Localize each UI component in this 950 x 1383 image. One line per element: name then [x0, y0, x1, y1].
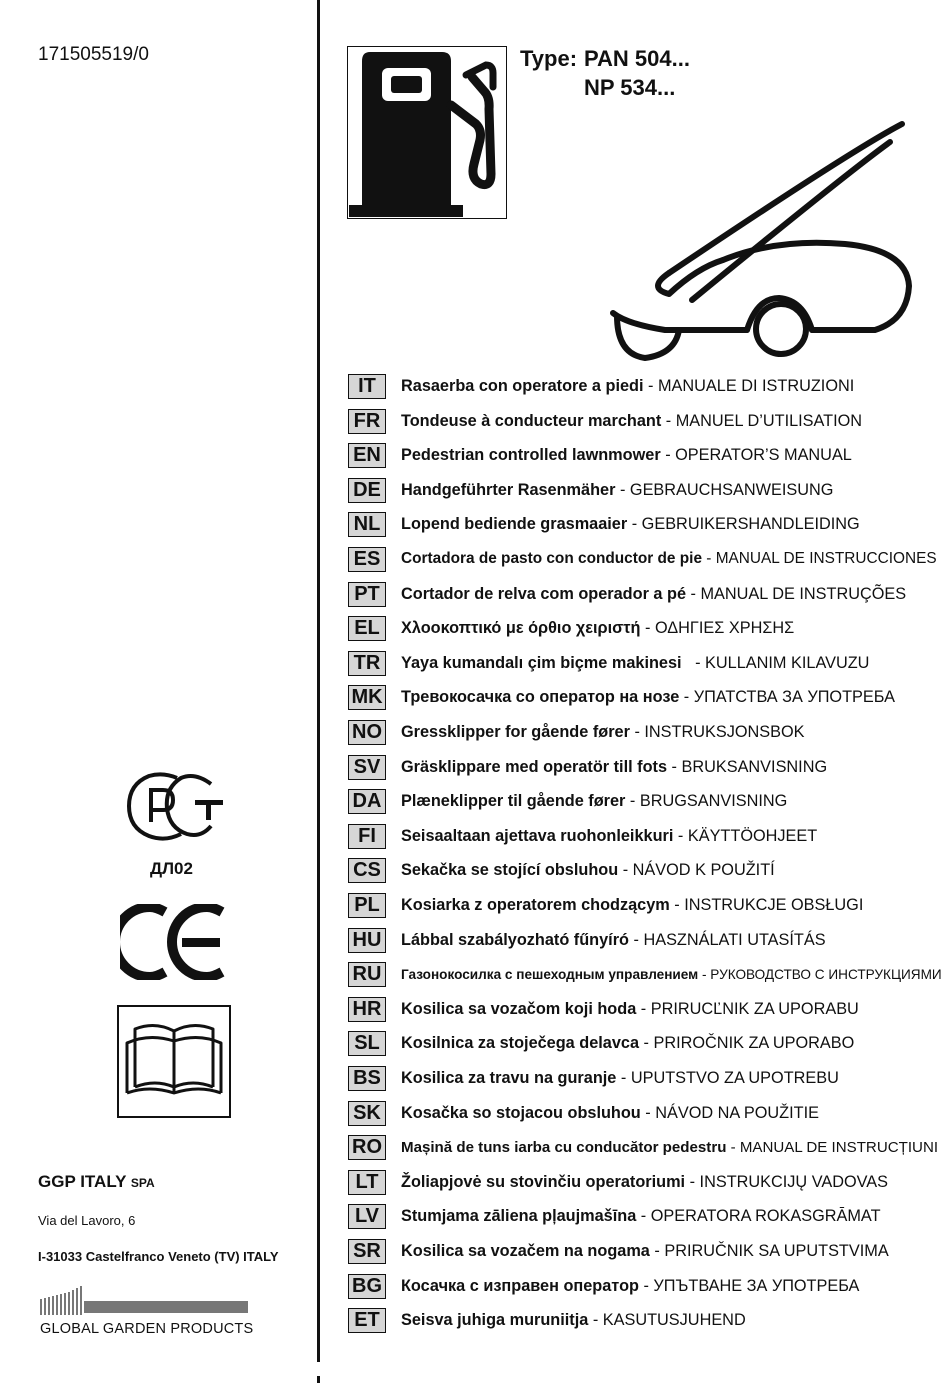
manual-title: - BRUKSANVISNING [667, 757, 828, 776]
language-code: DE [348, 478, 386, 503]
product-name: Cortadora de pasto con conductor de pie [401, 550, 703, 567]
language-description [401, 758, 827, 777]
language-description [401, 377, 854, 396]
manual-title: - INSTRUKSJONSBOK [629, 722, 805, 741]
lawnmower-icon [607, 118, 917, 368]
language-description [401, 1034, 854, 1053]
language-code: RU [348, 962, 386, 987]
pct-certificate-code: ДЛ02 [150, 859, 193, 878]
language-row-ro [348, 1133, 938, 1161]
product-name: Тревокосачка со оператор на нозе [401, 687, 680, 706]
manual-title: - РУКОВОДСТВО С ИНСТРУКЦИЯМИ [698, 966, 942, 982]
language-row-es [348, 545, 937, 573]
language-row-sv [348, 753, 827, 781]
manual-title: - GEBRUIKERSHANDLEIDING [627, 514, 860, 533]
manual-title: - MANUALE DI ISTRUZIONI [643, 376, 855, 395]
product-name: Lábbal szabályozható fűnyíró [401, 930, 629, 949]
language-description [401, 550, 937, 568]
manual-title: - GEBRAUCHSANWEISUNG [615, 480, 834, 499]
language-description [401, 967, 942, 982]
language-code: RO [348, 1135, 386, 1160]
product-name: Cortador de relva com operador a pé [401, 584, 687, 603]
language-row-no [348, 718, 805, 746]
language-description [401, 723, 805, 742]
vertical-divider-tick [317, 1376, 320, 1383]
language-code: ES [348, 547, 386, 572]
language-code: BG [348, 1274, 386, 1299]
language-code: SR [348, 1239, 386, 1264]
language-row-pt [348, 580, 906, 608]
manual-title: - BRUGSANVISNING [625, 791, 788, 810]
language-description [401, 619, 794, 638]
language-row-tr [348, 649, 869, 677]
language-row-sl [348, 1029, 854, 1057]
product-name: Seisaaltaan ajettava ruohonleikkuri [401, 826, 674, 845]
language-row-sr [348, 1237, 889, 1265]
fuel-pump-icon [347, 46, 507, 219]
product-name: Gressklipper for gående fører [401, 722, 630, 741]
company-city: I-31033 Castelfranco Veneto (TV) ITALY [38, 1249, 279, 1264]
language-code: PL [348, 893, 386, 918]
manual-title: - OPERATORA ROKASGRĀMAT [636, 1206, 881, 1225]
language-row-cs [348, 856, 775, 884]
language-code: ET [348, 1308, 386, 1333]
pct-certification-mark [125, 770, 225, 842]
manual-title: - MANUAL DE INSTRUCCIONES [702, 550, 937, 567]
language-description [401, 931, 826, 950]
language-code: BS [348, 1066, 386, 1091]
language-code: HR [348, 997, 386, 1022]
manual-title: - ΟΔΗΓΙΕΣ ΧΡΗΣΗΣ [640, 618, 795, 637]
language-row-hr [348, 995, 859, 1023]
company-suffix: SPA [130, 1176, 155, 1190]
product-name: Χλοοκοπτικό με όρθιο χειριστή [401, 618, 641, 637]
language-code: LV [348, 1204, 386, 1229]
language-code: TR [348, 651, 386, 676]
manual-title: - PRIRUCĽNIK ZA UPORABU [636, 999, 859, 1018]
manual-title: - PRIRUČNIK SA UPUTSTVIMA [649, 1241, 889, 1260]
product-name: Seisva juhiga muruniitja [401, 1310, 589, 1329]
product-name: Tondeuse à conducteur marchant [401, 411, 662, 430]
product-name: Plæneklipper til gående fører [401, 791, 626, 810]
model-type [520, 44, 690, 102]
language-description [401, 515, 860, 534]
language-row-bs [348, 1064, 839, 1092]
manual-title: - MANUEL D’UTILISATION [661, 411, 863, 430]
manual-title: - HASZNÁLATI UTASÍTÁS [628, 930, 826, 949]
language-row-ru [348, 960, 942, 988]
language-row-fr [348, 407, 862, 435]
manual-title: - NÁVOD NA POUŽITIE [640, 1103, 819, 1122]
language-code: FI [348, 824, 386, 849]
language-code: NO [348, 720, 386, 745]
language-code: MK [348, 685, 386, 710]
product-name: Mașină de tuns iarba cu conducător pedestru [401, 1138, 727, 1156]
ce-mark [120, 904, 230, 980]
language-code: CS [348, 858, 386, 883]
language-description [401, 1139, 938, 1156]
vertical-divider [317, 0, 320, 1362]
language-description [401, 446, 852, 465]
manual-title: - KASUTUSJUHEND [588, 1310, 746, 1329]
brand-name: GLOBAL GARDEN PRODUCTS [40, 1321, 254, 1337]
language-code: SL [348, 1031, 386, 1056]
read-manual-icon [117, 1005, 231, 1118]
language-code: SV [348, 755, 386, 780]
product-name: Lopend bediende grasmaaier [401, 514, 628, 533]
language-description [401, 654, 869, 673]
product-name: Žoliapjovė su stovinčiu operatoriumi [401, 1172, 686, 1191]
language-code: IT [348, 374, 386, 399]
language-code: FR [348, 409, 386, 434]
language-description [401, 1277, 859, 1296]
language-row-en [348, 441, 852, 469]
language-description [401, 481, 833, 500]
language-description [401, 1242, 889, 1261]
type-label: Type: [520, 46, 578, 71]
product-name: Kosilica za travu na guranje [401, 1068, 617, 1087]
language-description [401, 1311, 746, 1330]
company-name [38, 1172, 155, 1192]
language-row-fi [348, 822, 817, 850]
product-name: Gräsklippare med operatör till fots [401, 757, 667, 776]
product-name: Pedestrian controlled lawnmower [401, 445, 661, 464]
language-row-bg [348, 1272, 859, 1300]
product-name: Yaya kumandalı çim biçme makinesi [401, 653, 682, 672]
language-description [401, 1104, 819, 1123]
language-row-hu [348, 926, 826, 954]
language-code: EL [348, 616, 386, 641]
language-description [401, 1000, 859, 1019]
product-name: Kosilica sa vozačem na nogama [401, 1241, 650, 1260]
language-code: NL [348, 512, 386, 537]
product-name: Kosilica sa vozačom koji hoda [401, 999, 637, 1018]
language-code: EN [348, 443, 386, 468]
product-name: Sekačka se stojící obsluhou [401, 860, 619, 879]
language-description [401, 896, 863, 915]
language-code: SK [348, 1101, 386, 1126]
company-street: Via del Lavoro, 6 [38, 1213, 136, 1228]
manual-title: - MANUAL DE INSTRUCȚIUNI [726, 1138, 939, 1156]
language-row-de [348, 476, 833, 504]
open-book-icon [119, 1007, 229, 1116]
manual-title: - UPUTSTVO ZA UPOTREBU [616, 1068, 839, 1087]
manual-title: - MANUAL DE INSTRUÇÕES [686, 584, 907, 603]
model-primary: PAN 504... [584, 46, 690, 71]
language-description [401, 827, 817, 846]
language-description [401, 688, 895, 707]
company-name-text: GGP ITALY [38, 1172, 127, 1191]
language-row-pl [348, 891, 863, 919]
ggp-logo-graphic [40, 1285, 252, 1315]
language-description [401, 792, 787, 811]
language-description [401, 412, 862, 431]
language-row-lv [348, 1202, 881, 1230]
language-code: LT [348, 1170, 386, 1195]
language-code: DA [348, 789, 386, 814]
product-name: Kosačka so stojacou obsluhou [401, 1103, 641, 1122]
language-row-nl [348, 510, 860, 538]
language-row-da [348, 787, 787, 815]
language-description [401, 861, 775, 880]
manual-title: - УПЪТВАНЕ ЗА УПОТРЕБА [638, 1276, 860, 1295]
manual-title: - NÁVOD K POUŽITÍ [618, 860, 775, 879]
manual-title: - KÄYTTÖOHJEET [673, 826, 818, 845]
manual-title: - INSTRUKCIJŲ VADOVAS [685, 1172, 889, 1191]
language-description [401, 585, 906, 604]
language-code: PT [348, 582, 386, 607]
language-row-el [348, 614, 794, 642]
language-code: HU [348, 928, 386, 953]
product-name: Rasaerba con operatore a piedi [401, 376, 644, 395]
language-row-sk [348, 1099, 819, 1127]
language-description [401, 1207, 881, 1226]
manual-title: - PRIROČNIK ZA UPORABO [639, 1033, 855, 1052]
product-name: Газонокосилка с пешеходным управлением [401, 966, 699, 982]
manual-title: - УПАТСТВА ЗА УПОТРЕБА [679, 687, 895, 706]
model-secondary: NP 534... [584, 75, 676, 100]
product-name: Handgeführter Rasenmäher [401, 480, 616, 499]
manual-title: - OPERATOR’S MANUAL [660, 445, 852, 464]
language-row-it [348, 372, 854, 400]
product-name: Kosiarka z operatorem chodzącym [401, 895, 670, 914]
language-row-lt [348, 1168, 888, 1196]
product-name: Kosilnica za stoječega delavca [401, 1033, 640, 1052]
language-description [401, 1173, 888, 1192]
document-number: 171505519/0 [38, 44, 149, 65]
manual-title: - INSTRUKCJE OBSŁUGI [669, 895, 864, 914]
language-row-mk [348, 683, 895, 711]
manual-title: - KULLANIM KILAVUZU [681, 653, 870, 672]
product-name: Stumjama zāliena pļaujmašīna [401, 1206, 637, 1225]
language-row-et [348, 1306, 746, 1334]
language-description [401, 1069, 839, 1088]
product-name: Косачка с изправен оператор [401, 1276, 639, 1295]
